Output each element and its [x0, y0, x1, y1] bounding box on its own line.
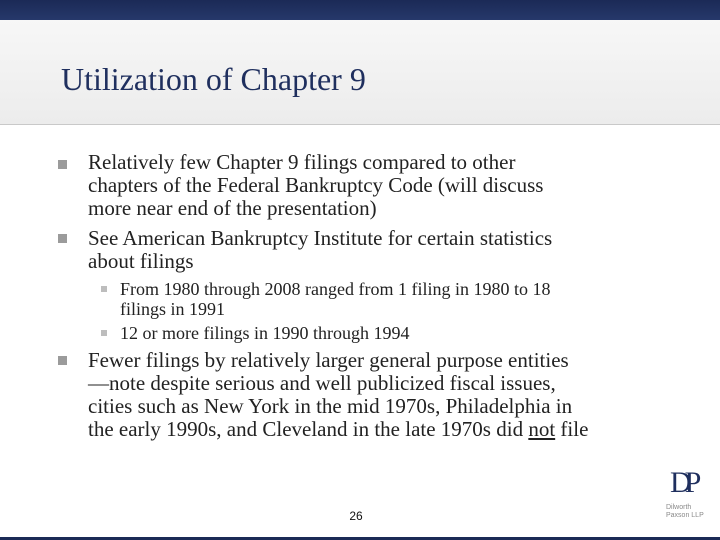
sub-bullet-1990-1994 [120, 323, 409, 343]
sub-bullet-filing-range [120, 279, 550, 319]
sub-bullet-line: filings in 1991 [120, 299, 226, 319]
logo-firm-line1: Dilworth [666, 504, 692, 511]
sub-bullet-square-icon [101, 330, 107, 336]
bullet-item-fewer-filings [88, 349, 588, 441]
sub-bullet-line: 12 or more filings in 1990 through 1994 [120, 323, 410, 343]
bullet-line [88, 418, 588, 441]
line-text: the early 1990s, and Cleveland in the late 1970s did [88, 417, 529, 441]
firm-logo [664, 466, 712, 526]
page-number: 26 [349, 509, 363, 523]
bullet-line: —note despite serious and well publicized fiscal issues, [88, 371, 556, 395]
bullet-line: Relatively few Chapter 9 filings compared to other [88, 150, 516, 174]
bullet-item-chapter9-filings [88, 151, 543, 220]
bullet-square-icon [58, 160, 67, 169]
sub-bullet-line: From 1980 through 2008 ranged from 1 filing in 1980 to 18 [120, 279, 551, 299]
bullet-line: cities such as New York in the mid 1970s, Philadelphia in [88, 394, 573, 418]
bullet-square-icon [58, 234, 67, 243]
logo-firm-name [666, 504, 704, 520]
bullet-line: chapters of the Federal Bankruptcy Code (will discuss [88, 173, 544, 197]
bullet-item-abi-statistics [88, 227, 552, 273]
bullet-line: about filings [88, 249, 194, 273]
bullet-line: Fewer filings by relatively larger general purpose entities [88, 348, 569, 372]
logo-firm-line2: Paxson LLP [666, 512, 704, 519]
bullet-line: more near end of the presentation) [88, 196, 377, 220]
slide-title: Utilization of Chapter 9 [61, 61, 366, 97]
sub-bullet-square-icon [101, 286, 107, 292]
bullet-square-icon [58, 356, 67, 365]
emphasis-not: not [528, 417, 556, 441]
bullet-line: See American Bankruptcy Institute for certain statistics [88, 226, 553, 250]
logo-monogram: DP [670, 466, 695, 499]
line-text: file [555, 417, 589, 441]
